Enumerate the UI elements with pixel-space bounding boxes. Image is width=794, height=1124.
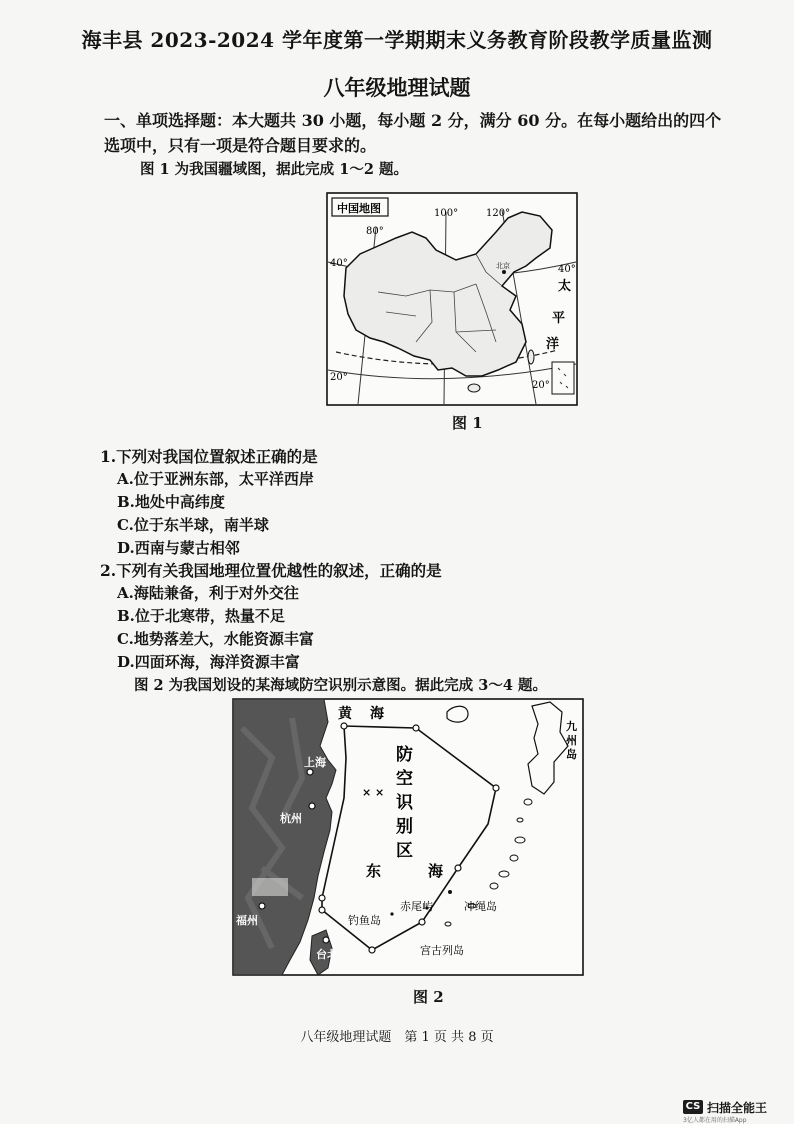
- kyushu-label-2: 州: [566, 734, 577, 747]
- question-1-option-c: C.位于东半球，南半球: [117, 516, 269, 534]
- pacific-label-1: 太: [558, 279, 572, 294]
- exam-title: 海丰县 2023-2024 学年度第一学期期末义务教育阶段教学质量监测: [81, 28, 713, 52]
- question-2-option-a: A.海陆兼备，利于对外交往: [117, 584, 299, 602]
- question-2-option-b: B.位于北寒带，热量不足: [117, 607, 285, 625]
- adiz-label-1: 防: [396, 745, 413, 765]
- hainan-island: [468, 384, 480, 392]
- scanner-logo-icon: CS: [683, 1100, 703, 1114]
- lat-20-left-label: 20°: [330, 372, 348, 383]
- figure1-intro: 图 1 为我国疆域图，据此完成 1～2 题。: [140, 161, 408, 178]
- kyushu-label-3: 岛: [566, 748, 577, 761]
- question-1-stem: 1.下列对我国位置叙述正确的是: [100, 447, 318, 466]
- china-map-figure: [326, 192, 578, 406]
- hangzhou-marker: [309, 803, 315, 809]
- lat-40-right-label: 40°: [558, 264, 576, 275]
- map-title: 中国地图: [337, 202, 381, 215]
- okinawa-marker: [448, 890, 452, 894]
- fuzhou-marker: [259, 903, 265, 909]
- figure2-caption: 图 2: [413, 988, 444, 1006]
- okinawa-label: 冲绳岛: [464, 900, 497, 913]
- adiz-label-5: 区: [396, 841, 413, 861]
- adiz-label-3: 识: [396, 793, 413, 813]
- paper-title: 八年级地理试题: [323, 75, 471, 100]
- diaoyu-label: 钓鱼岛: [348, 914, 381, 927]
- scanner-name: 扫描全能王: [707, 1101, 768, 1115]
- boundary-x-marks: × ×: [362, 786, 385, 799]
- beijing-marker: [502, 270, 506, 274]
- south-sea-inset: [552, 362, 574, 394]
- hangzhou-label: 杭州: [280, 812, 302, 825]
- east-sea-label-2: 海: [428, 862, 444, 880]
- pacific-label-3: 洋: [546, 337, 560, 352]
- figure1-caption: 图 1: [452, 414, 483, 432]
- lon-80-label: 80°: [366, 226, 384, 237]
- lat-20-right-label: 20°: [532, 380, 550, 391]
- adiz-map-figure: [232, 698, 584, 976]
- adiz-label-2: 空: [396, 769, 413, 789]
- question-1-option-a: A.位于亚洲东部，太平洋西岸: [117, 470, 314, 488]
- taibei-marker: [323, 937, 329, 943]
- pacific-label-2: 平: [552, 311, 566, 326]
- lon-100-label: 100°: [434, 208, 459, 219]
- east-sea-label-1: 东: [366, 862, 382, 880]
- question-1-option-b: B.地处中高纬度: [117, 493, 225, 511]
- miyako-label: 宫古列岛: [420, 944, 464, 957]
- shanghai-marker: [307, 769, 313, 775]
- scanner-tagline: 3亿人都在用的扫描App: [683, 1117, 747, 1124]
- lon-120-label: 120°: [486, 208, 511, 219]
- question-2-option-d: D.四面环海，海洋资源丰富: [117, 653, 300, 671]
- mainland-highlight: [252, 878, 288, 896]
- section-heading-line2: 选项中，只有一项是符合题目要求的。: [104, 136, 377, 155]
- section-heading-line1: 一、单项选择题：本大题共 30 小题，每小题 2 分，满分 60 分。在每小题给出的四个: [104, 111, 722, 130]
- jeju-island: [447, 706, 468, 722]
- question-2-option-c: C.地势落差大，水能资源丰富: [117, 630, 314, 648]
- shanghai-label: 上海: [304, 756, 326, 769]
- scanner-watermark: [683, 1100, 785, 1122]
- lat-40-left-label: 40°: [330, 258, 348, 269]
- chiwei-label: 赤尾屿: [400, 900, 433, 913]
- fuzhou-label: 福州: [236, 914, 258, 927]
- taibei-label: 台北: [316, 948, 338, 961]
- yellow-sea-label-2: 海: [370, 706, 384, 722]
- question-2-stem: 2.下列有关我国地理位置优越性的叙述，正确的是: [100, 561, 442, 580]
- figure2-intro: 图 2 为我国划设的某海域防空识别示意图。据此完成 3～4 题。: [134, 677, 547, 694]
- page-footer: 八年级地理试题 第 1 页 共 8 页: [300, 1030, 494, 1045]
- adiz-label-4: 别: [396, 817, 413, 837]
- section-heading: [104, 108, 744, 158]
- taiwan-island: [528, 350, 534, 364]
- question-1-option-d: D.西南与蒙古相邻: [117, 539, 240, 557]
- kyushu-label-1: 九: [566, 720, 577, 733]
- yellow-sea-label-1: 黄: [338, 706, 352, 722]
- beijing-label: 北京: [496, 262, 510, 270]
- diaoyu-marker: [390, 912, 393, 915]
